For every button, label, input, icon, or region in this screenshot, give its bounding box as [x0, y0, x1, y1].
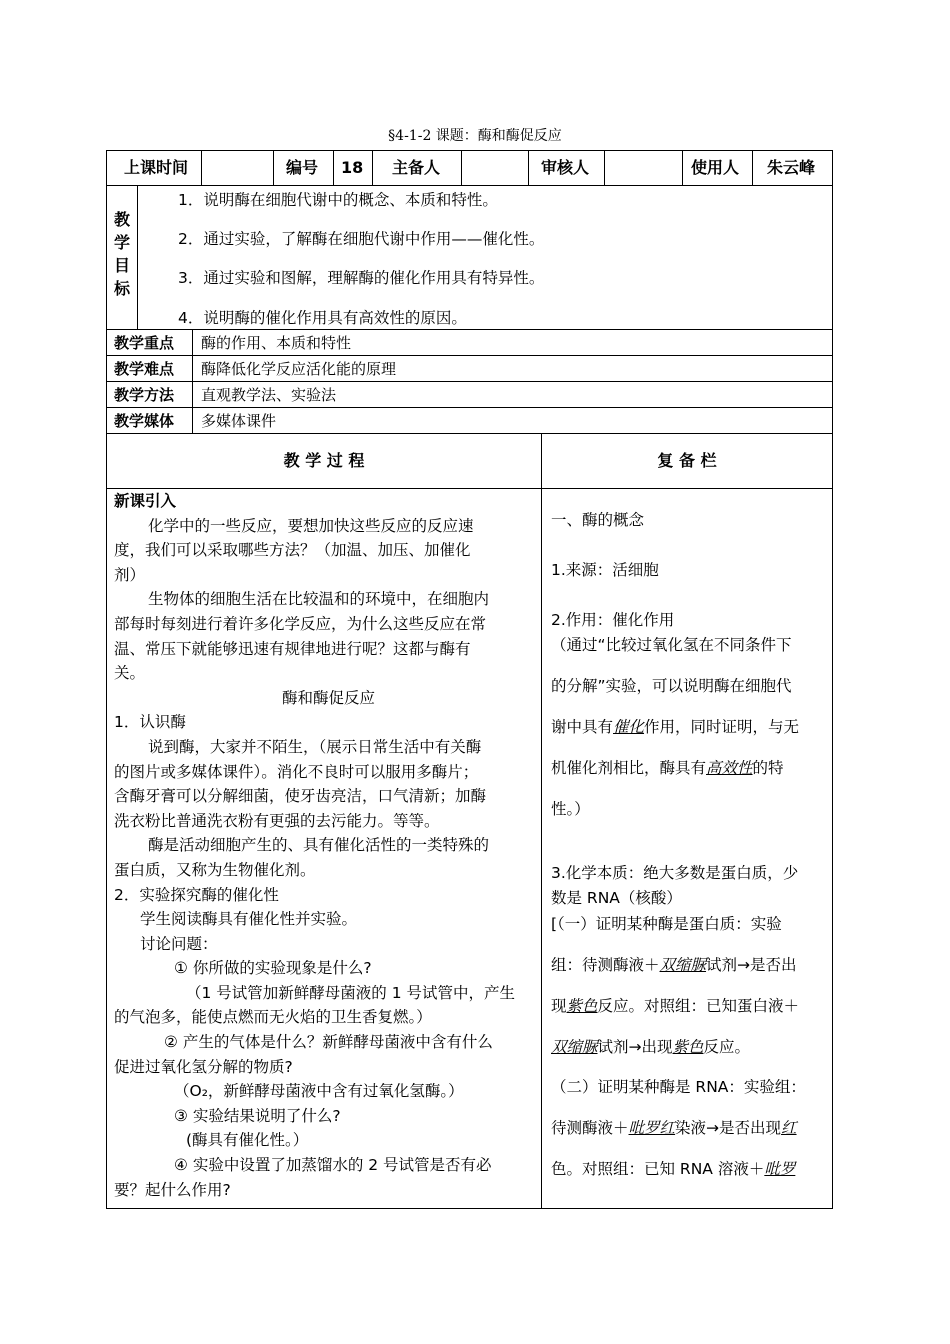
key-points-label: 教学重点: [114, 334, 175, 352]
cell-reviewer-value: [604, 150, 683, 186]
review-line: [（一）证明某种酶是蛋白质：实验: [551, 915, 782, 933]
cell-class-time-value: [201, 150, 274, 186]
objectives-label-char: 学: [113, 233, 130, 252]
class-time-label: 上课时间: [124, 158, 189, 177]
process-line: 温、常压下就能够迅速有规律地进行呢？这都与酶有: [114, 639, 471, 658]
process-line: 说到酶，大家并不陌生，（展示日常生活中有关酶: [148, 737, 482, 756]
process-line: 洗衣粉比普通洗衣粉有更强的去污能力。等等。: [114, 811, 440, 830]
review-text: 作用，同时证明，与无: [644, 718, 800, 736]
key-points-value: 酶的作用、本质和特性: [201, 334, 352, 352]
review-text: 机催化剂相比，酶具有: [551, 759, 707, 777]
review-text: 染液→是否出现: [675, 1119, 782, 1137]
intro-title: 新课引入: [114, 492, 177, 510]
review-line: [551, 994, 799, 1016]
process-line: 蛋白质，又称为生物催化剂。: [114, 860, 316, 879]
review-line: （二）证明某种酶是 RNA：实验组：: [551, 1078, 806, 1096]
process-line: （O₂，新鲜酵母菌液中含有过氧化氢酶。）: [174, 1082, 464, 1101]
cell-preparer-value: [461, 150, 529, 186]
review-text: 的特: [752, 759, 784, 777]
process-line: 2．实验探究酶的催化性: [114, 885, 279, 904]
review-line: 的分解”实验，可以说明酶在细胞代: [551, 677, 792, 695]
reviewer-label: 审核人: [541, 158, 590, 177]
review-line: [551, 1157, 795, 1179]
process-line: 的图片或多媒体课件）。消化不良时可以服用多酶片；: [114, 762, 479, 781]
process-line: （1 号试管加新鲜酵母菌液的 1 号试管中，产生: [186, 983, 516, 1002]
review-text: 现: [551, 997, 567, 1015]
objectives-label: [107, 208, 137, 300]
media-label: 教学媒体: [114, 412, 175, 430]
process-line: 讨论问题：: [140, 934, 218, 953]
review-text: 反应。对照组：已知蛋白液＋: [597, 997, 800, 1015]
review-cell: [541, 488, 833, 1209]
process-line: ④ 实验中设置了加蒸馏水的 2 号试管是否有必: [174, 1156, 492, 1175]
process-line: 关。: [114, 664, 146, 683]
objective-item: 2．通过实验，了解酶在细胞代谢中作用——催化性。: [178, 230, 545, 248]
objectives-label-char: 目: [113, 256, 130, 275]
review-line: 3.化学本质：绝大多数是蛋白质，少: [551, 864, 799, 882]
objective-item: 1．说明酶在细胞代谢中的概念、本质和特性。: [178, 191, 498, 209]
difficulties-value: 酶降低化学反应活化能的原理: [201, 360, 397, 378]
review-text: 谢中具有: [551, 718, 614, 736]
fill-in-answer: 红: [781, 1119, 797, 1137]
process-line: ③ 实验结果说明了什么?: [174, 1106, 341, 1125]
review-text: 反应。: [703, 1038, 751, 1056]
process-line: 剂）: [114, 565, 146, 584]
review-text: 试剂→是否出: [706, 956, 797, 974]
process-line: 酶是活动细胞产生的、具有催化活性的一类特殊的: [148, 836, 490, 855]
objectives-label-char: 标: [113, 279, 130, 298]
page-title: §4-1-2 课题：酶和酶促反应: [388, 128, 562, 144]
process-line: 学生阅读酶具有催化性并实验。: [140, 910, 358, 929]
process-line: 的气泡多，能使点燃而无火焰的卫生香复燃。）: [114, 1008, 432, 1027]
process-header: 教 学 过 程: [283, 451, 365, 470]
process-content: [114, 489, 515, 1202]
review-text: 组：待测酶液＋: [551, 956, 660, 974]
review-line: 2.作用：催化作用: [551, 611, 675, 629]
row-value-cell: [192, 407, 833, 434]
process-line: 要？起什么作用?: [114, 1180, 231, 1199]
methods-value: 直观教学法、实验法: [201, 386, 337, 404]
user-label: 使用人: [691, 158, 740, 177]
review-line: [551, 1116, 797, 1138]
review-line: [551, 1035, 750, 1057]
fill-in-answer: 紫色: [672, 1038, 704, 1056]
review-line: [551, 953, 797, 975]
fill-in-answer: 双缩脲: [551, 1038, 598, 1056]
number-value: 18: [341, 158, 364, 177]
process-line: ② 产生的气体是什么？新鲜酵母菌液中含有什么: [164, 1033, 493, 1052]
fill-in-answer: 高效性: [706, 759, 753, 777]
process-line: ① 你所做的实验现象是什么?: [174, 959, 372, 978]
fill-in-answer: 紫色: [566, 997, 598, 1015]
process-line: 1．认识酶: [114, 713, 186, 732]
process-line: 部每时每刻进行着许多化学反应，为什么这些反应在常: [114, 614, 487, 633]
review-line: （通过“比较过氧化氢在不同条件下: [551, 636, 792, 654]
user-value: 朱云峰: [767, 158, 816, 177]
process-line: 生物体的细胞生活在比较温和的环境中，在细胞内: [148, 590, 490, 609]
review-line: 一、酶的概念: [551, 511, 645, 529]
objective-item: 4．说明酶的催化作用具有高效性的原因。: [178, 309, 467, 327]
review-line: 1.来源：活细胞: [551, 561, 659, 579]
review-text: 待测酶液＋: [551, 1119, 629, 1137]
fill-in-answer: 吡罗红: [628, 1119, 676, 1137]
review-text: 色。对照组：已知 RNA 溶液＋: [551, 1160, 765, 1178]
objective-item: 3．通过实验和图解，理解酶的催化作用具有特异性。: [178, 269, 545, 287]
process-line: 化学中的一些反应，要想加快这些反应的反应速: [148, 516, 474, 535]
methods-label: 教学方法: [114, 386, 175, 404]
process-line: 度，我们可以采取哪些方法？（加温、加压、加催化: [114, 541, 471, 560]
fill-in-answer: 催化: [613, 718, 645, 736]
review-header: 复 备 栏: [657, 451, 717, 470]
process-line: 含酶牙膏可以分解细菌，使牙齿亮洁，口气清新；加酶: [114, 787, 487, 806]
media-value: 多媒体课件: [201, 412, 277, 430]
objectives-label-char: 教: [113, 210, 130, 229]
process-line: 促进过氧化氢分解的物质?: [114, 1057, 293, 1076]
review-line: [551, 715, 799, 737]
fill-in-answer: 双缩脲: [659, 956, 707, 974]
section-heading: 酶和酶促反应: [282, 688, 376, 707]
preparer-label: 主备人: [392, 158, 441, 177]
review-text: 试剂→出现: [597, 1038, 673, 1056]
fill-in-answer: 吡罗: [764, 1160, 796, 1178]
process-line: (酶具有催化性。）: [186, 1131, 309, 1150]
review-line: [551, 756, 784, 778]
review-line: 性。）: [551, 800, 590, 818]
number-label: 编号: [286, 158, 319, 177]
difficulties-label: 教学难点: [114, 360, 175, 378]
review-line: 数是 RNA（核酸）: [551, 889, 682, 907]
